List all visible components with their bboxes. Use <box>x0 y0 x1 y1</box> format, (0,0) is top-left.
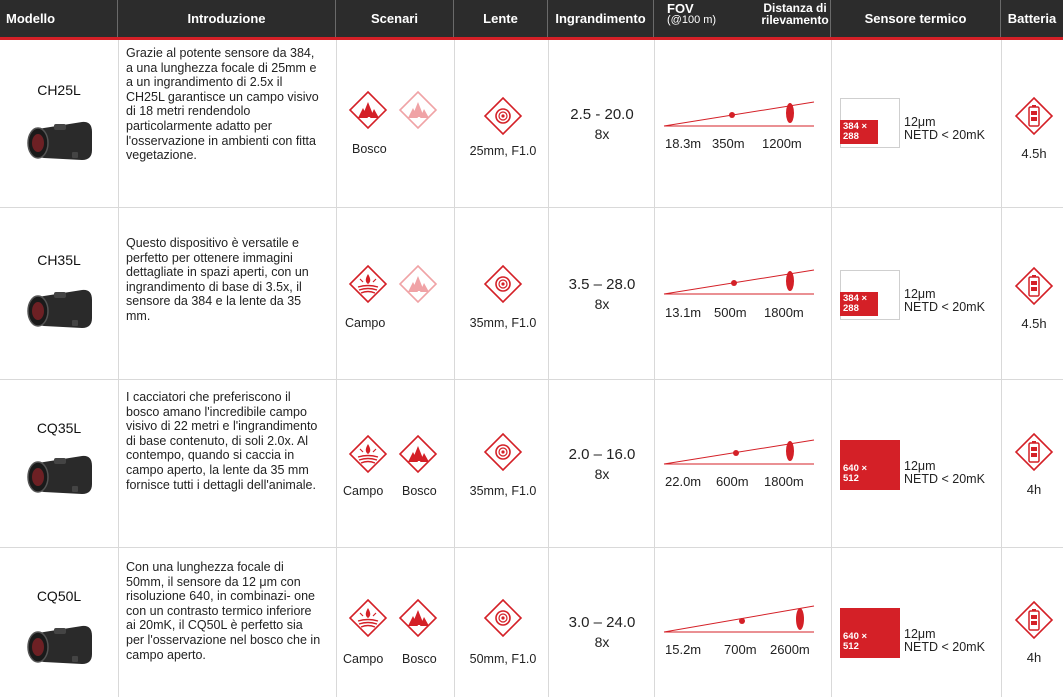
scenario-label: Bosco <box>352 142 387 156</box>
distance-mid: 600m <box>716 474 749 489</box>
lens-icon <box>483 264 523 304</box>
forest-icon <box>398 598 438 638</box>
battery-icon <box>1014 96 1054 136</box>
model-name: CQ50L <box>36 588 82 604</box>
distance-mid: 500m <box>714 305 747 320</box>
forest-icon <box>348 90 388 130</box>
magnification-base: 8x <box>594 296 610 312</box>
magnification-base: 8x <box>594 466 610 482</box>
lens-label: 35mm, F1.0 <box>469 484 537 498</box>
header-introduzione: Introduzione <box>118 0 336 37</box>
thermal-camera-image <box>24 112 96 170</box>
lens-label: 25mm, F1.0 <box>469 144 537 158</box>
battery-label: 4h <box>1026 650 1042 665</box>
header-batteria: Batteria <box>1007 11 1057 26</box>
sensor-resolution: 384 × 288 <box>840 120 878 144</box>
header-fov-group <box>663 2 833 36</box>
distance-mid: 350m <box>712 136 745 151</box>
header-sensore: Sensore termico <box>831 0 1001 37</box>
fov-value: 15.2m <box>665 642 702 657</box>
sensor-pixel: 12μm <box>904 459 936 473</box>
intro-text: Grazie al potente sensore da 384, a una lunghezza focale di 25mm e a un ingrandimento di 2.5x il CH25L garantisce un campo visivo di 18 metri rendendolo particolarmente adatto per l'osservazione in ambienti con fitta vegetazione. <box>126 46 319 163</box>
field-icon <box>348 434 388 474</box>
battery-label: 4h <box>1026 482 1042 497</box>
scenario-label: Bosco <box>402 484 437 498</box>
scenario-label: Campo <box>343 484 384 498</box>
model-name: CH25L <box>37 82 81 98</box>
thermal-camera-image <box>24 446 96 504</box>
magnification-base: 8x <box>594 634 610 650</box>
intro-text: Questo dispositivo è versatile e perfetto per ottenere immagini dettagliate in spazi aperti, con un ingrandimento di base di 3.5x, il sensore da 384 e la lente da 35 mm. <box>126 236 309 323</box>
magnification-range: 2.5 - 20.0 <box>570 106 634 123</box>
sensor-netd: NETD < 20mK <box>904 640 985 654</box>
sensor-pixel: 12μm <box>904 627 936 641</box>
thermal-camera-image <box>24 616 96 674</box>
sensor-netd: NETD < 20mK <box>904 300 985 314</box>
lens-icon <box>483 96 523 136</box>
table-header <box>0 0 1063 40</box>
thermal-camera-image <box>24 280 96 338</box>
lens-label: 50mm, F1.0 <box>469 652 537 666</box>
distance-far: 2600m <box>770 642 810 657</box>
magnification-range: 3.0 – 24.0 <box>568 614 636 631</box>
fov-diagram <box>662 98 832 132</box>
intro-text: Con una lunghezza focale di 50mm, il sensore da 12 μm con risoluzione 640, in combinazi- one con un contrasto termico inferiore ai 20mK, il CQ50L è perfetto sia per l'osservazione nel bosco che in campo aperto. <box>126 560 321 662</box>
header-fov-sub: (@100 m) <box>667 14 717 26</box>
sensor-netd: NETD < 20mK <box>904 472 985 486</box>
header-modello: Modello <box>0 0 118 37</box>
distance-far: 1800m <box>764 474 804 489</box>
sensor-netd: NETD < 20mK <box>904 128 985 142</box>
field-icon <box>348 598 388 638</box>
fov-value: 13.1m <box>665 305 702 320</box>
magnification-range: 2.0 – 16.0 <box>568 446 636 463</box>
lens-icon <box>483 598 523 638</box>
fov-diagram <box>662 266 832 300</box>
forest-faded-icon <box>398 264 438 304</box>
header-lente: Lente <box>454 0 548 37</box>
distance-mid: 700m <box>724 642 757 657</box>
intro-text: I cacciatori che preferiscono il bosco amano l'incredibile campo visivo di 22 metri e l'ingrandimento di base contenuto, di soli 2.0x. Al contempo, quando si caccia in campo aperto, la lente da 35 mm fornisce tutti i dettagli dell'animale. <box>126 390 318 492</box>
fov-diagram <box>662 604 832 638</box>
sensor-pixel: 12μm <box>904 287 936 301</box>
fov-value: 22.0m <box>665 474 702 489</box>
model-name: CQ35L <box>36 420 82 436</box>
battery-label: 4.5h <box>1021 316 1047 331</box>
distance-far: 1800m <box>764 305 804 320</box>
battery-label: 4.5h <box>1021 146 1047 161</box>
sensor-resolution: 384 × 288 <box>840 292 878 316</box>
forest-icon <box>398 434 438 474</box>
scenario-label: Campo <box>343 652 384 666</box>
header-ingrandimento: Ingrandimento <box>548 0 654 37</box>
header-distanza: Distanza di rilevamento <box>761 1 829 27</box>
field-icon <box>348 264 388 304</box>
battery-icon <box>1014 266 1054 306</box>
header-scenari: Scenari <box>336 0 454 37</box>
sensor-resolution: 640 × 512 <box>843 463 868 484</box>
model-name: CH35L <box>37 252 81 268</box>
lens-icon <box>483 432 523 472</box>
distance-far: 1200m <box>762 136 802 151</box>
forest-faded-icon <box>398 90 438 130</box>
sensor-pixel: 12μm <box>904 115 936 129</box>
fov-value: 18.3m <box>665 136 702 151</box>
battery-icon <box>1014 432 1054 472</box>
lens-label: 35mm, F1.0 <box>469 316 537 330</box>
magnification-base: 8x <box>594 126 610 142</box>
header-fov: FOV <box>667 1 694 16</box>
fov-diagram <box>662 436 832 470</box>
sensor-resolution: 640 × 512 <box>843 631 868 652</box>
magnification-range: 3.5 – 28.0 <box>568 276 636 293</box>
battery-icon <box>1014 600 1054 640</box>
scenario-label: Bosco <box>402 652 437 666</box>
scenario-label: Campo <box>345 316 386 330</box>
